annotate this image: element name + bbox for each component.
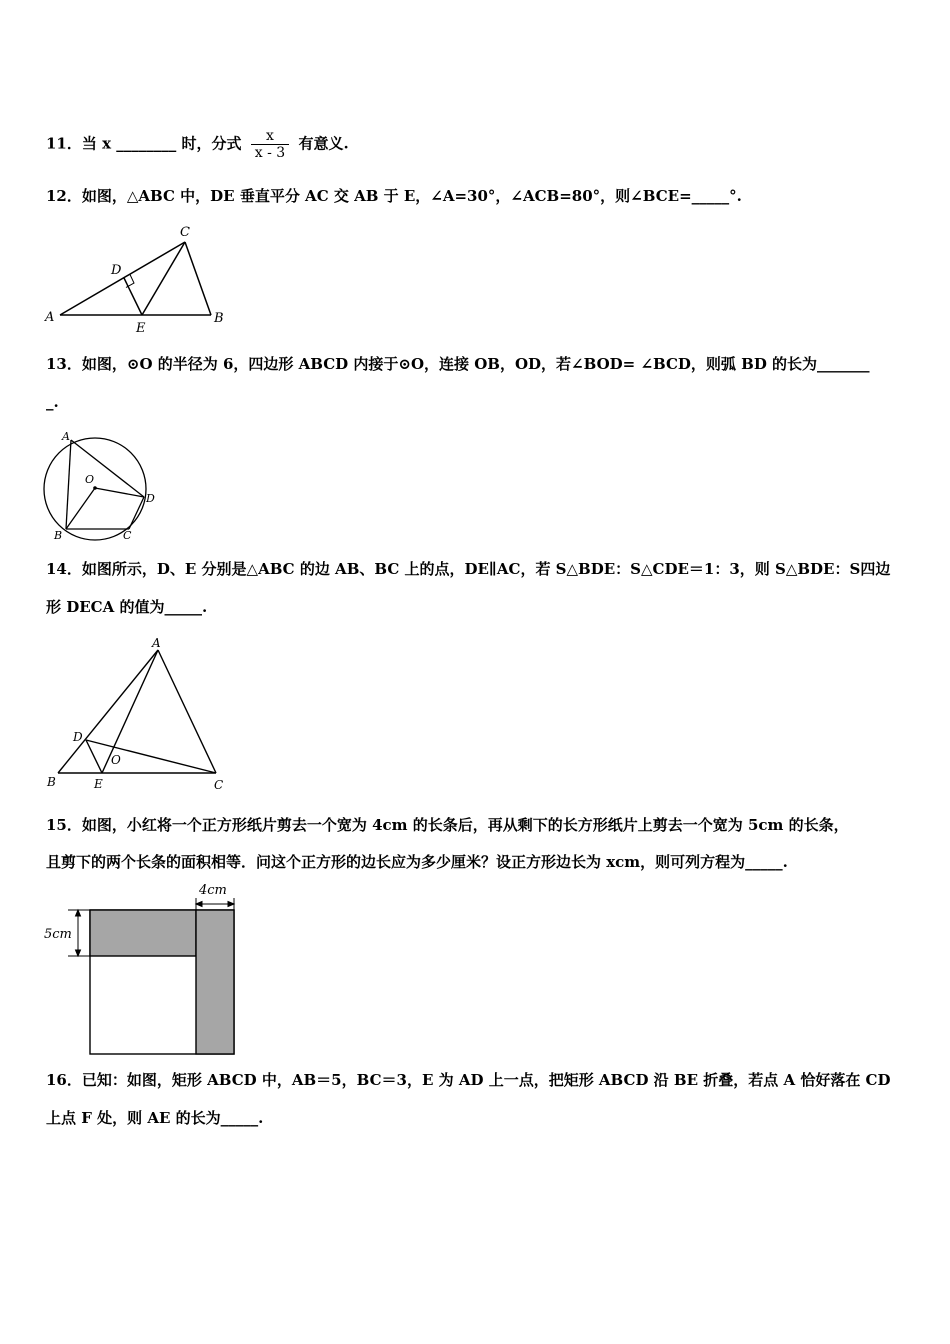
q12-number: 12． [46,187,82,205]
q11-text-c: 有意义. [298,134,349,153]
question-11 [46,128,349,161]
question-12 [46,186,742,206]
q12-label-d: D [111,263,122,278]
question-16-line-1 [46,1070,891,1090]
q15-label-4cm: 4cm [199,883,227,898]
question-15-line-1 [46,815,849,835]
q15-dim-top-arrow-right [228,902,234,907]
q13-radius-ob [66,488,95,529]
q13-label-b: B [54,529,63,542]
q11-denominator: x - 3 [254,145,286,161]
q13-chord-cd [129,497,144,529]
q16-text-line-2: 上点 F 处，则 AE 的长为_____. [46,1109,264,1127]
q13-text-line-2: _. [46,393,59,411]
question-14-line-2 [46,597,207,617]
q15-label-5cm: 5cm [44,927,72,942]
q11-text-a: 当 x [81,134,112,153]
q14-side-ac [158,650,216,773]
q14-text-line-2: 形 DECA 的值为_____. [46,598,208,616]
q13-label-o: O [85,473,95,486]
q11-number: 11． [46,134,82,153]
q14-number: 14． [46,560,82,578]
q14-label-a: A [152,636,161,650]
q12-label-c: C [180,225,190,240]
q14-segment-de [86,740,102,773]
question-16-line-2 [46,1108,263,1128]
q12-segment-ce [142,242,185,315]
q16-text-line-1: 已知：如图，矩形 ABCD 中，AB＝5，BC＝3，E 为 AD 上一点，把矩形 ABCD 沿 BE 折叠，若点 A 恰好落在 CD [81,1071,891,1089]
q15-strip-top-5cm [90,910,196,956]
q13-chord-ab [66,440,71,529]
q15-square-figure [40,880,250,1060]
q12-label-a: A [45,310,55,325]
q14-label-e: E [94,777,103,791]
q15-dim-left-arrow-top [76,910,81,916]
q13-text-line-1: 如图，⊙O 的半径为 6，四边形 ABCD 内接于⊙O，连接 OB，OD，若∠BOD= ∠BCD，则弧 BD 的长为_______ [81,355,870,373]
question-13-line-1 [46,354,870,374]
q15-dim-left-arrow-bottom [76,950,81,956]
q13-label-d: D [146,492,155,505]
q13-radius-od [95,488,144,497]
q12-text: 如图，△ABC 中，DE 垂直平分 AC 交 AB 于 E，∠A=30°，∠ACB=80°，则∠BCE=_____°. [81,187,742,205]
q15-strip-right-4cm [196,910,234,1054]
q12-label-b: B [214,311,224,326]
q14-label-b: B [47,775,56,789]
q15-dim-top-arrow-left [196,902,202,907]
q14-text-line-1: 如图所示，D、E 分别是△ABC 的边 AB、BC 上的点，DE∥AC，若 S△BDE：S△CDE＝1：3，则 S△BDE：S四边 [81,560,891,578]
q12-side-ac [60,242,185,315]
q15-text-line-2: 且剪下的两个长条的面积相等．问这个正方形的边长应为多少厘米？设正方形边长为 xcm，则可列方程为_____. [46,853,788,871]
q14-label-o: O [111,753,121,767]
q13-number: 13． [46,355,82,373]
q13-circle-figure [38,425,168,545]
q13-center-dot [93,486,97,490]
q12-side-cb [185,242,211,315]
q11-text-b: 时，分式 [181,134,242,153]
q16-number: 16． [46,1071,82,1089]
q14-label-d: D [73,730,83,744]
q12-triangle-figure [40,222,230,337]
q11-fraction [251,128,289,161]
q12-label-e: E [136,321,146,336]
q13-chord-ad [71,440,144,497]
q13-label-c: C [123,529,132,542]
question-14-line-1 [46,559,890,579]
q15-text-line-1: 如图，小红将一个正方形纸片剪去一个宽为 4cm 的长条后，再从剩下的长方形纸片上剪去一个宽为 5cm 的长条， [81,816,849,834]
q13-label-a: A [62,430,70,443]
q11-blank: ________ [116,134,177,153]
question-13-line-2 [46,392,59,412]
q14-triangle-figure [40,636,230,794]
q14-segment-dc [86,740,216,773]
q15-number: 15． [46,816,82,834]
q14-label-c: C [214,778,224,792]
q11-numerator: x [251,128,289,145]
question-15-line-2 [46,852,788,872]
